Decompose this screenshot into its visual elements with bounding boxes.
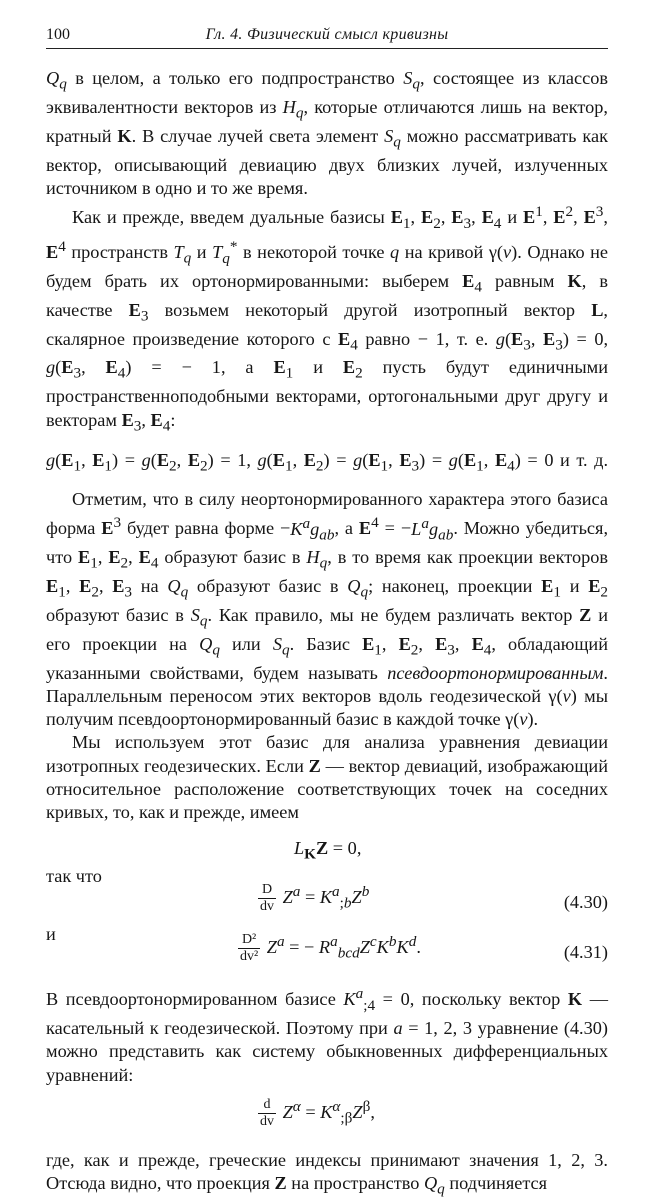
paragraph-3: Отметим, что в силу неортонормированного характера этого базиса форма $E^3$ будет равна форме $-K^ag_{ab}$, а $E^4 = -L^ag_{ab}$. Можно убедиться, что $E_1$, $E_2$, $E_4$ образуют базис в $H_q$, в то время как проекции векторов $E_1$, $E_2$, $E_3$ на $Q_q$ образуют базис в $Q_q$; наконец, проекции $E_1$ и $E_2$ образуют базис в $S_q$. Как правило, мы не будем различать вектор Z и его проекции на $Q_q$ или $S_q$. Базис $E_1$, $E_2$, $E_3$, $E_4$, обладающий указанными свойствами, будем называть псевдоортонормированным. Параллельным переносом этих векторов вдоль геодезической γ(v) мы получим псевдоортонормированный базис в каждой точке γ(v).	[46, 489, 609, 730]
eq-4-31-rhs: $Z^a$ = − $R^a_{bcd}Z^cK^bK^d$.	[266, 932, 421, 962]
equation-4-30	[46, 866, 608, 916]
paragraph-2: Как и прежде, введем дуальные базисы $E_1$, $E_2$, $E_3$, $E_4$ и $E^1$, $E^2$, $E^3$, $E^4$ пространств $T_q$ и $T_q^*$ в некоторой точке q на кривой γ(v). Однако не будем брать их ортонормированными: выберем $E_4$ равным K, в качестве $E_3$ возьмем некоторый другой изотропный вектор L, скалярное произведение которого с $E_4$ равно − 1, т. е. $g(E_3$, $E_3) = 0$, $g(E_3$, $E_4$) = − 1, а $E_1$ и $E_2$ пусть будут единичными пространственноподобными векторами, ортогональными друг другу и векторам $E_3$, $E_4$:	[46, 202, 609, 435]
fraction-d2-dv2: $\frac{\text{D²}}{\text{dv²}}$	[240, 932, 259, 965]
book-page	[46, 24, 608, 1201]
paragraph-5: В псевдоортонормированном базисе $K^a_{;4} = 0$, поскольку вектор K — касательный к геодезической. Поэтому при a = 1, 2, 3 уравнение (4.30) можно представить как систему обыкновенных дифференциальных уравнений:	[46, 985, 608, 1085]
eq-4-31-expression	[238, 932, 421, 965]
greek-equation-rhs: $Z^\alpha = K^\alpha_{;\beta}Z^\beta$,	[282, 1097, 375, 1127]
paragraph-1: $Q_q$ в целом, а только его подпространство $S_q$, состоящее из классов эквивалентности векторов из $H_q$, которые отличаются лишь на вектор, кратный K. В случае лучей света элемент $S_q$ можно рассматривать как вектор, описывающий девиацию двух близких лучей, излученных источником в одно и то же время.	[46, 68, 609, 198]
lie-derivative-equation	[46, 832, 608, 870]
greek-equation-expression	[258, 1097, 375, 1130]
running-title: Гл. 4. Физический смысл кривизны	[205, 26, 449, 43]
metric-equation: $g(E_1$, $E_1) = g(E_2$, $E_2) = 1$, $g(E_1$, $E_2) = g(E_1$, $E_3) = g(E_1$, $E_4) = 0$ и т. д.	[46, 450, 609, 476]
so-that-text: так что	[46, 866, 102, 887]
fraction-d-dv: $\frac{D}{dv}$	[260, 882, 274, 915]
eq-4-30-number: (4.30)	[563, 892, 608, 913]
eq-4-30-rhs: $Z^a = K^a_{;b}Z^b$	[282, 882, 370, 912]
running-header	[46, 24, 608, 49]
fraction-d-dv-lower: $\frac{d}{dv}$	[260, 1096, 274, 1129]
eq-4-31-number: (4.31)	[563, 942, 608, 963]
paragraph-6: где, как и прежде, греческие индексы принимают значения 1, 2, 3. Отсюда видно, что проекция Z на пространство $Q_q$ подчиняется	[46, 1149, 608, 1198]
greek-index-equation	[46, 1087, 608, 1145]
and-text: и	[46, 924, 56, 945]
lie-expression: $L_KZ = 0$,	[294, 838, 362, 863]
equation-4-31	[46, 916, 608, 974]
page-number: 100	[46, 26, 70, 43]
paragraph-4: Мы используем этот базис для анализа уравнения девиации изотропных геодезических. Если Z — вектор девиаций, изображающий относительное расположение соответствующих точек на соседних кривых, то, как и прежде, имеем	[46, 732, 608, 823]
eq-4-30-expression	[258, 882, 369, 915]
